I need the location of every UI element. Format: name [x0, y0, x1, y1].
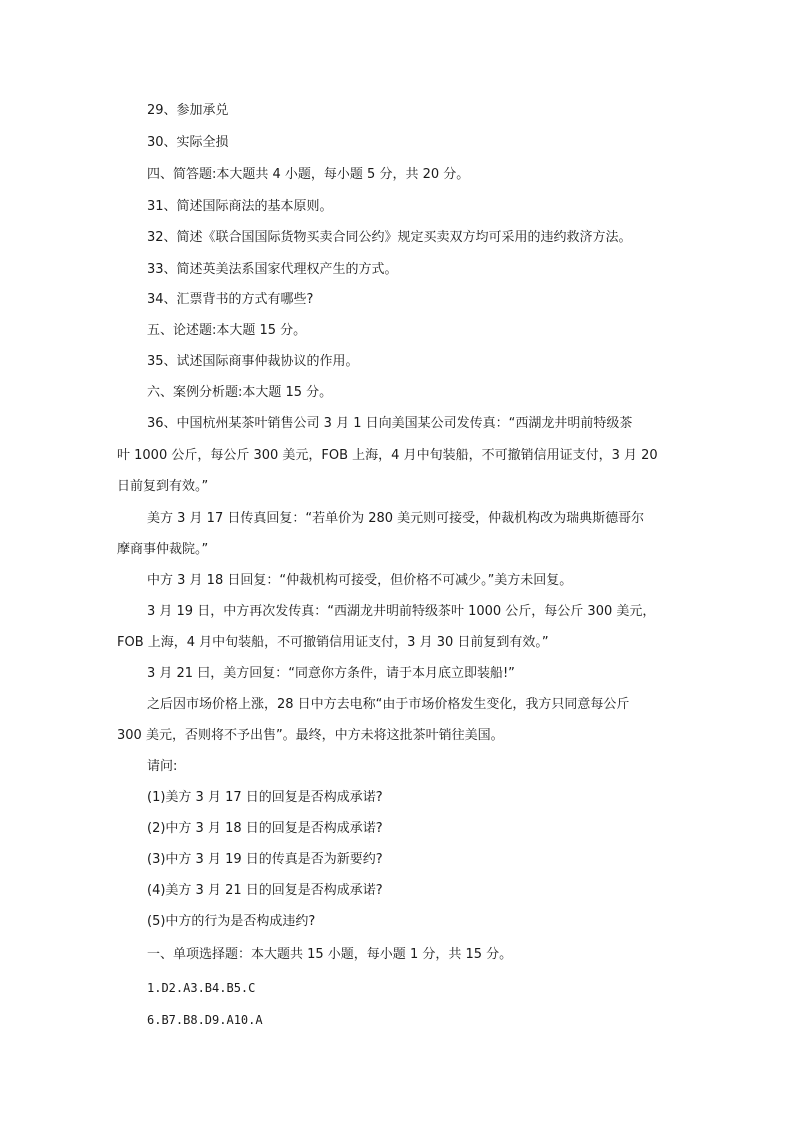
case-prompt: 请问:	[147, 759, 178, 774]
item-29: 29、参加承兑	[147, 103, 229, 118]
case-paragraph-line: FOB 上海，4 月中旬装船，不可撤销信用证支付，3 月 30 日前复到有效。”	[117, 635, 549, 650]
sub-question-4: (4)美方 3 月 21 日的回复是否构成承诺?	[147, 883, 383, 898]
case-paragraph-line: 之后因市场价格上涨，28 日中方去电称“由于市场价格发生变化，我方只同意每公斤	[147, 697, 630, 712]
answer-key-line: 6.B7.B8.D9.A10.A	[147, 1013, 263, 1027]
question-34: 34、汇票背书的方式有哪些?	[147, 292, 314, 307]
answer-key-line: 1.D2.A3.B4.B5.C	[147, 981, 256, 995]
case-paragraph-line: 300 美元，否则将不予出售”。最终，中方未将这批茶叶销往美国。	[117, 728, 504, 743]
sub-question-3: (3)中方 3 月 19 日的传真是否为新要约?	[147, 852, 383, 867]
case-paragraph-line: 36、中国杭州某茶叶销售公司 3 月 1 日向美国某公司发传真：“西湖龙井明前特级茶	[147, 416, 633, 431]
item-30: 30、实际全损	[147, 135, 229, 150]
sub-question-2: (2)中方 3 月 18 日的回复是否构成承诺?	[147, 821, 383, 836]
sub-question-5: (5)中方的行为是否构成违约?	[147, 914, 316, 929]
question-35: 35、试述国际商事仲裁协议的作用。	[147, 354, 359, 369]
answer-section-heading: 一、单项选择题：本大题共 15 小题，每小题 1 分，共 15 分。	[147, 947, 513, 962]
case-paragraph-line: 3 月 21 曰，美方回复：“同意你方条件，请于本月底立即装船!”	[147, 666, 515, 681]
case-paragraph-line: 日前复到有效。”	[117, 479, 209, 494]
case-paragraph-line: 3 月 19 日，中方再次发传真：“西湖龙井明前特级茶叶 1000 公斤，每公斤 300 美元，	[147, 604, 656, 619]
question-32: 32、简述《联合国国际货物买卖合同公约》规定买卖双方均可采用的违约救济方法。	[147, 230, 632, 245]
section-heading-short-answer: 四、简答题:本大题共 4 小题，每小题 5 分，共 20 分。	[147, 167, 470, 182]
case-paragraph-line: 摩商事仲裁院。”	[117, 542, 209, 557]
section-heading-case-analysis: 六、案例分析题:本大题 15 分。	[147, 385, 333, 400]
case-paragraph-line: 中方 3 月 18 日回复：“仲裁机构可接受，但价格不可减少。”美方未回复。	[147, 573, 573, 588]
sub-question-1: (1)美方 3 月 17 日的回复是否构成承诺?	[147, 790, 383, 805]
case-paragraph-line: 美方 3 月 17 日传真回复：“若单价为 280 美元则可接受，仲裁机构改为瑞典斯德哥尔	[147, 511, 645, 526]
question-31: 31、简述国际商法的基本原则。	[147, 199, 333, 214]
question-33: 33、简述英美法系国家代理权产生的方式。	[147, 262, 398, 277]
section-heading-essay: 五、论述题:本大题 15 分。	[147, 323, 307, 338]
case-paragraph-line: 叶 1000 公斤，每公斤 300 美元，FOB 上海，4 月中旬装船，不可撤销信用证支付，3 月 20	[117, 448, 658, 463]
